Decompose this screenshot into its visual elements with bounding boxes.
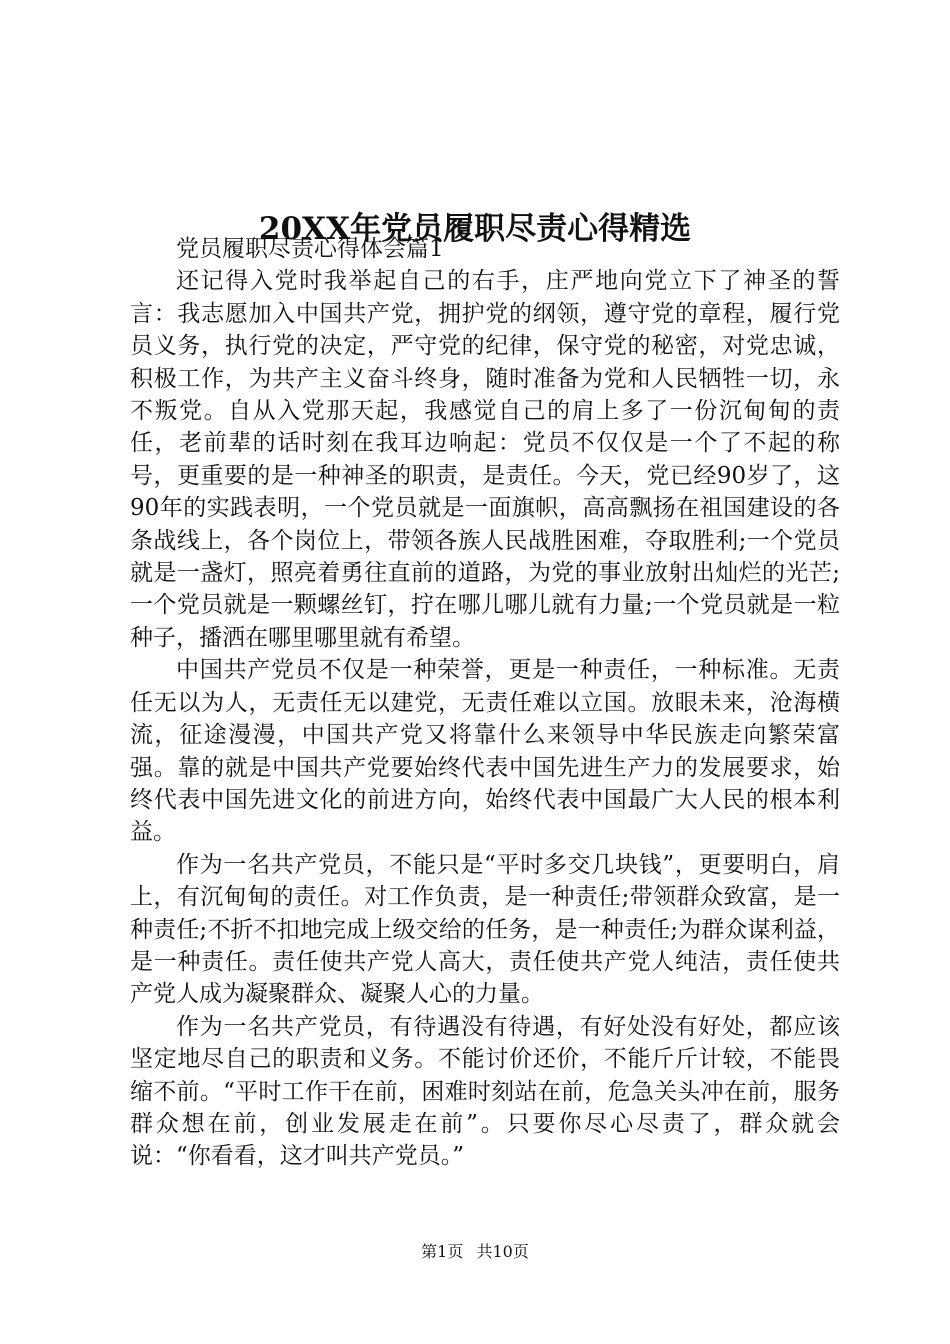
paragraph-2: 中国共产党员不仅是一种荣誉，更是一种责任，一种标准。无责任无以为人，无责任无以建党，无责任难以立国。放眼未来，沧海横流，征途漫漫，中国共产党又将靠什么来领导中华民族走向繁荣富强。靠的就是中国共产党要始终代表中国先进生产力的发展要求，始终代表中国先进文化的前进方向，始终代表中国最广大人民的根本利益。 [130,657,840,846]
section-subheading: 党员履职尽责心得体会篇1 [176,236,444,262]
page-footer [0,1241,950,1263]
document-title: 20XX年党员履职尽责心得精选 [258,210,692,247]
paragraph-4: 作为一名共产党员，有待遇没有待遇，有好处没有好处，都应该坚定地尽自己的职责和义务。不能讨价还价，不能斤斤计较，不能畏缩不前。“平时工作干在前，困难时刻站在前，危急关头冲在前，服务群众想在前，创业发展走在前”。只要你尽心尽责了，群众就会说：“你看看，这才叫共产党员。” [130,1013,840,1170]
document-body [130,233,840,1173]
paragraph-1: 还记得入党时我举起自己的右手，庄严地向党立下了神圣的誓言：我志愿加入中国共产党，拥护党的纲领，遵守党的章程，履行党员义务，执行党的决定，严守党的纪律，保守党的秘密，对党忠诚，积极工作，为共产主义奋斗终身，随时准备为党和人民牺牲一切，永不叛党。自从入党那天起，我感觉自己的肩上多了一份沉甸甸的责任，老前辈的话时刻在我耳边响起：党员不仅仅是一个了不起的称号，更重要的是一种神圣的职责，是责任。今天，党已经90岁了，这90年的实践表明，一个党员就是一面旗帜，高高飘扬在祖国建设的各条战线上，各个岗位上，带领各族人民战胜困难，夺取胜利;一个党员就是一盏灯，照亮着勇往直前的道路，为党的事业放射出灿烂的光芒;一个党员就是一颗螺丝钉，拧在哪儿哪儿就有力量;一个党员就是一粒种子，播洒在哪里哪里就有希望。 [130,268,840,651]
paragraph-3: 作为一名共产党员，不能只是“平时多交几块钱”，更要明白，肩上，有沉甸甸的责任。对工作负责，是一种责任;带领群众致富，是一种责任;不折不扣地完成上级交给的任务，是一种责任;为群众谋利益，是一种责任。责任使共产党人高大，责任使共产党人纯洁，责任使共产党人成为凝聚群众、凝聚人心的力量。 [130,851,840,1008]
page-total: 共10页 [476,1242,529,1261]
page-number: 第1页 [421,1242,464,1261]
